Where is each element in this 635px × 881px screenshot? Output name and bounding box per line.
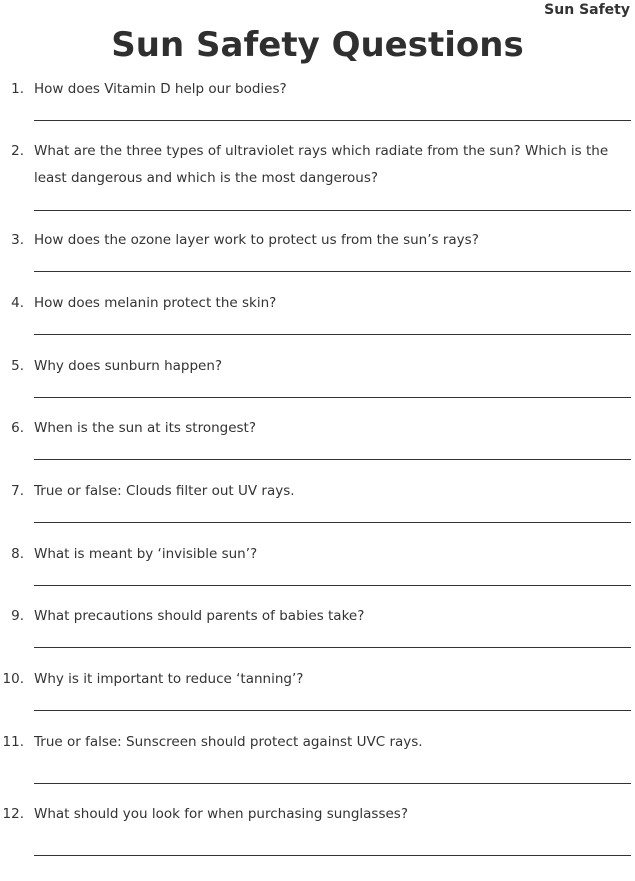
- question-number: 12.: [2, 806, 24, 822]
- question-number: 3.: [11, 232, 24, 248]
- question-number: 5.: [11, 358, 24, 374]
- question-text: What should you look for when purchasing sunglasses?: [34, 806, 408, 822]
- answer-line[interactable]: [34, 855, 631, 856]
- header-label: Sun Safety: [544, 2, 630, 18]
- question-text: When is the sun at its strongest?: [34, 420, 257, 436]
- question-number: 2.: [11, 143, 24, 159]
- question-text: True or false: Clouds filter out UV rays.: [34, 483, 295, 499]
- question-number: 11.: [2, 734, 24, 750]
- question-text: True or false: Sunscreen should protect against UVC rays.: [34, 734, 423, 750]
- question-text: What precautions should parents of babies take?: [34, 608, 365, 624]
- question-number: 7.: [11, 483, 24, 499]
- question-text: How does Vitamin D help our bodies?: [34, 81, 287, 97]
- answer-line[interactable]: [34, 397, 631, 398]
- question-text: What is meant by ‘invisible sun’?: [34, 546, 258, 562]
- question-number: 4.: [11, 295, 24, 311]
- question-number: 6.: [11, 420, 24, 436]
- answer-line[interactable]: [34, 783, 631, 784]
- question-text: Why is it important to reduce ‘tanning’?: [34, 671, 304, 687]
- question-text: Why does sunburn happen?: [34, 358, 223, 374]
- answer-line[interactable]: [34, 334, 631, 335]
- answer-line[interactable]: [34, 585, 631, 586]
- question-text: What are the three types of ultraviolet rays which radiate from the sun? Which is the least dangerous and which is the most dangerous?: [34, 143, 609, 186]
- question-number: 10.: [2, 671, 24, 687]
- answer-line[interactable]: [34, 271, 631, 272]
- answer-line[interactable]: [34, 522, 631, 523]
- question-number: 1.: [11, 81, 24, 97]
- answer-line[interactable]: [34, 647, 631, 648]
- question-number: 8.: [11, 546, 24, 562]
- question-number: 9.: [11, 608, 24, 624]
- answer-line[interactable]: [34, 710, 631, 711]
- question-text: How does melanin protect the skin?: [34, 295, 277, 311]
- page-title: Sun Safety Questions: [111, 25, 524, 65]
- answer-line[interactable]: [34, 210, 631, 211]
- answer-line[interactable]: [34, 459, 631, 460]
- answer-line[interactable]: [34, 120, 631, 121]
- question-text: How does the ozone layer work to protect us from the sun’s rays?: [34, 232, 479, 248]
